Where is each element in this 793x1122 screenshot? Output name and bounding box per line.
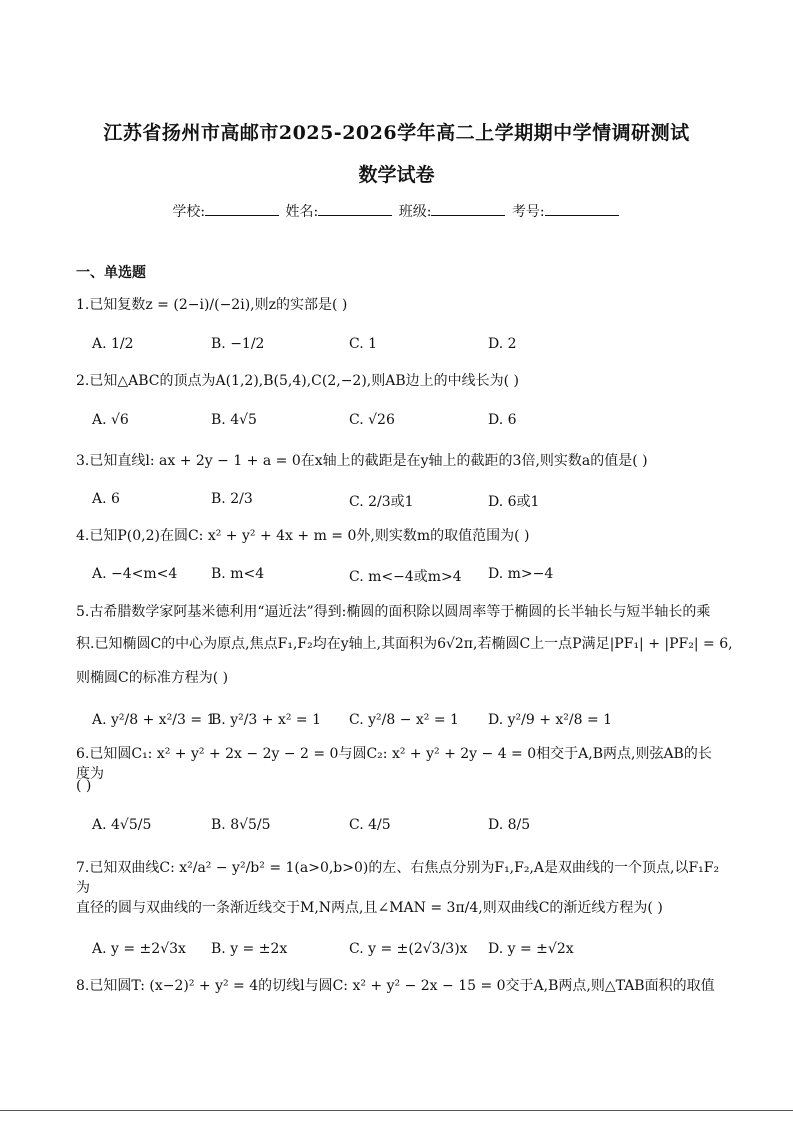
q5-option-c[interactable]: C. y²/8 − x² = 1 [349,712,459,728]
question-6-stem: 6.已知圆C₁: x² + y² + 2x − 2y − 2 = 0与圆C₂: x² + y² + 2y − 4 = 0相交于A,B两点,则弦AB的长度为 [76,746,712,782]
question-7-stem-line2: 直径的圆与双曲线的一条渐近线交于M,N两点,且∠MAN = 3π/4,则双曲线C的渐近线方程为( ) [76,900,663,916]
q3-option-c[interactable]: C. 2/3或1 [349,494,414,510]
question-3-options [92,491,712,511]
page-bottom-rule [0,1110,793,1111]
q4-option-b[interactable]: B. m<4 [211,566,265,582]
q5-option-d[interactable]: D. y²/9 + x²/8 = 1 [488,712,613,728]
number-blank[interactable] [545,203,619,216]
section-title: 一、单选题 [76,265,146,281]
question-5-stem-line2: 积.已知椭圆C的中心为原点,焦点F₁,F₂均在y轴上,其面积为6√2π,若椭圆C上一点P满足|PF₁| + |PF₂| = 6, [76,636,733,652]
q1-option-a[interactable]: A. 1/2 [92,336,134,352]
question-4-options [92,566,712,586]
q7-option-b[interactable]: B. y = ±2x [211,941,288,957]
question-2-options [92,412,712,432]
q7-option-a[interactable]: A. y = ±2√3x [92,941,186,957]
q2-option-d[interactable]: D. 6 [488,412,517,428]
question-1-stem: 1.已知复数z = (2−i)/(−2i),则z的实部是( ) [76,297,348,313]
student-info-line [0,201,793,221]
q3-option-a[interactable]: A. 6 [92,491,120,507]
q7-option-c[interactable]: C. y = ±(2√3/3)x [349,941,468,957]
q1-option-d[interactable]: D. 2 [488,336,517,352]
q2-option-b[interactable]: B. 4√5 [211,412,257,428]
question-8-stem: 8.已知圆T: (x−2)² + y² = 4的切线l与圆C: x² + y² − 2x − 15 = 0交于A,B两点,则△TAB面积的取值 [76,978,715,994]
question-1-options [92,336,712,356]
q6-option-d[interactable]: D. 8/5 [488,817,531,833]
question-4-stem: 4.已知P(0,2)在圆C: x² + y² + 4x + m = 0外,则实数m的取值范围为( ) [76,528,530,544]
q3-option-b[interactable]: B. 2/3 [211,491,253,507]
q1-option-c[interactable]: C. 1 [349,336,378,352]
q4-option-d[interactable]: D. m>−4 [488,566,554,582]
exam-subtitle: 数学试卷 [358,164,435,186]
school-label: 学校: [172,204,206,220]
q3-option-d[interactable]: D. 6或1 [488,494,540,510]
q7-option-d[interactable]: D. y = ±√2x [488,941,574,957]
question-5-stem-line3: 则椭圆C的标准方程为( ) [76,670,229,686]
q2-option-c[interactable]: C. √26 [349,412,395,428]
q5-option-b[interactable]: B. y²/3 + x² = 1 [211,712,322,728]
class-label: 班级: [398,204,432,220]
question-6-options [92,817,712,837]
q1-option-b[interactable]: B. −1/2 [211,336,265,352]
q6-option-b[interactable]: B. 8√5/5 [211,817,271,833]
number-label: 考号: [511,204,545,220]
q4-option-a[interactable]: A. −4<m<4 [92,566,178,582]
question-5-stem: 5.古希腊数学家阿基米德利用“逼近法”得到:椭圆的面积除以圆周率等于椭圆的长半轴长与短半轴长的乘 [76,604,711,620]
school-blank[interactable] [205,203,279,216]
q5-option-a[interactable]: A. y²/8 + x²/3 = 1 [92,712,216,728]
question-7-stem: 7.已知双曲线C: x²/a² − y²/b² = 1(a>0,b>0)的左、右焦点分别为F₁,F₂,A是双曲线的一个顶点,以F₁F₂为 [76,860,720,896]
name-label: 姓名: [285,204,319,220]
question-6-stem-line2: ( ) [76,778,92,794]
question-7-options [92,941,712,961]
q4-option-c[interactable]: C. m<−4或m>4 [349,569,462,585]
class-blank[interactable] [431,203,505,216]
question-5-options [92,712,712,732]
q2-option-a[interactable]: A. √6 [92,412,129,428]
question-2-stem: 2.已知△ABC的顶点为A(1,2),B(5,4),C(2,−2),则AB边上的中线长为( ) [76,373,520,389]
name-blank[interactable] [318,203,392,216]
q6-option-a[interactable]: A. 4√5/5 [92,817,152,833]
exam-title: 江苏省扬州市高邮市2025-2026学年高二上学期期中学情调研测试 [103,122,690,144]
q6-option-c[interactable]: C. 4/5 [349,817,391,833]
question-3-stem: 3.已知直线l: ax + 2y − 1 + a = 0在x轴上的截距是在y轴上的截距的3倍,则实数a的值是( ) [76,453,648,469]
